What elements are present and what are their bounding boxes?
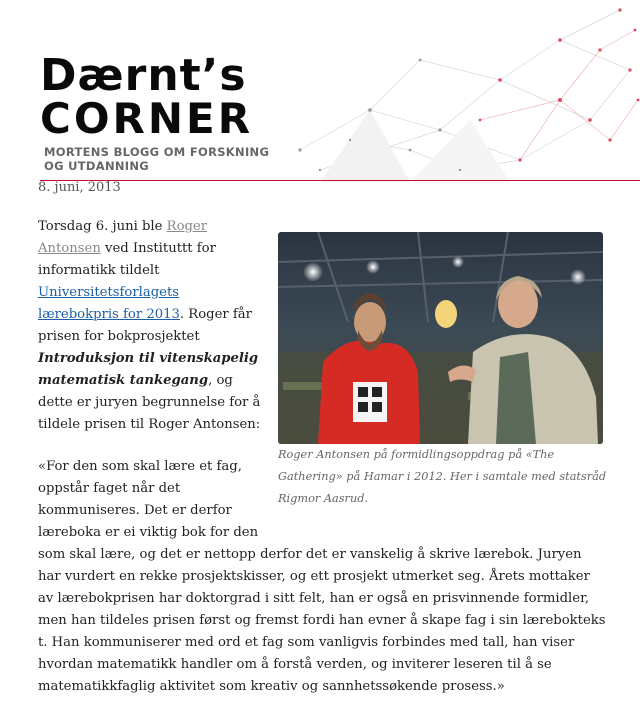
intro-end-text: , og dette er juryen begrunnelse for å tildele prisen til Roger Antonsen: [38,373,261,432]
post-body [38,216,608,718]
lærebokpris-link[interactable]: Universitetsforlagets lærebokpris for 2013 [38,285,180,322]
blog-title-line1[interactable]: Dærnt’s [40,50,247,101]
book-title: Introduksjon til vitenskapelig matematisk tankegang [38,351,259,388]
post-figure [278,232,608,530]
intro-mid-text: ved Instituttt for informatikk tildelt [38,241,216,278]
jury-quote: «For den som skal lære et fag, oppstår faget når det kommuniseres. Det er derfor læreboka er ei viktig bok for den som skal lære, og det er nettopp derfor det er vanskelig å skrive lærebok. Juryen har vurdert en rekke prosjektskisser, og ett prosjekt utmerket seg. Årets mottaker av lærebokprisen har doktorgrad i sitt felt, han er også en prisvinnende formidler, men han tildeles prisen først og fremst fordi han evner å skape fag i sin lærebokteks t. Han kommuniserer med ord et fag som vanligvis forbindes med tall, han viser hvordan matematikk handler om å forstå verden, og inviterer leseren til å se matematikkfaglig aktivitet som kreativ og sannhetssøkende prosess.» [38,459,606,694]
post-date: 8. juni, 2013 [38,180,121,195]
intro-after-link-text: . Roger får prisen for bokprosjektet [38,307,252,344]
blog-tagline: MORTENS BLOGG OM FORSKNING OG UTDANNING [44,145,270,173]
network-graphic [260,0,640,182]
intro-text: Torsdag 6. juni ble [38,219,167,234]
blog-title-line2[interactable]: CORNER [40,94,254,143]
photo-image[interactable] [278,232,603,444]
photo-caption: Roger Antonsen på formidlingsoppdrag på «The Gathering» på Hamar i 2012. Her i samtale med statsråd Rigmor Aasrud. [278,448,607,505]
roger-antonsen-link[interactable]: Roger Antonsen [38,219,208,256]
header-divider [40,180,640,181]
site-header [0,0,640,182]
